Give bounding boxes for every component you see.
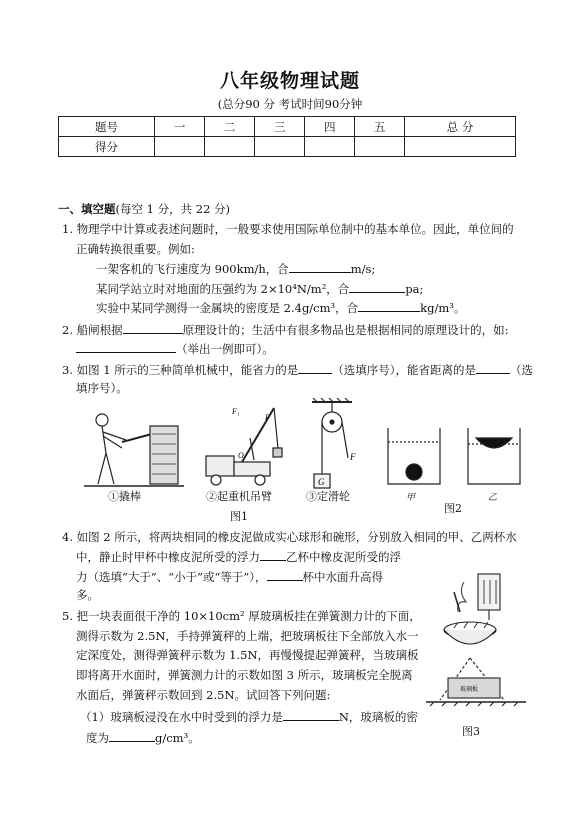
score-header-cell: 二 bbox=[205, 117, 255, 137]
q5-sub2 bbox=[86, 728, 200, 747]
answer-blank[interactable] bbox=[476, 360, 510, 374]
q3-text-a: 3. 如图 1 所示的三种简单机械中，能省力的是 bbox=[62, 363, 299, 377]
score-cell[interactable] bbox=[255, 137, 305, 157]
exam-subtitle: (总分90 分 考试时间90分钟 bbox=[217, 97, 363, 111]
crane-force-label: F₁ bbox=[232, 407, 240, 416]
q5-line1: 5. 把一块表面很干净的 10×10cm² 厚玻璃板挂在弹簧测力计的下面， bbox=[62, 609, 421, 623]
crane-pivot-label: O bbox=[238, 451, 244, 460]
fig2-caption: 图2 bbox=[444, 502, 462, 515]
beaker-yi bbox=[468, 428, 520, 484]
glass-plate-label: 玻璃板 bbox=[460, 686, 479, 693]
q5-line2: 测得示数为 2.5N，手持弹簧秤的上端，把玻璃板往下全部放入水一 bbox=[76, 629, 419, 643]
q4-line1: 4. 如图 2 所示，将两块相同的橡皮泥做成实心球形和碗形，分别放入相同的甲、乙两杯水 bbox=[62, 530, 517, 544]
answer-blank[interactable] bbox=[298, 360, 332, 374]
answer-blank[interactable] bbox=[283, 707, 339, 721]
fig1-caption: 图1 bbox=[230, 510, 248, 523]
answer-blank[interactable] bbox=[123, 320, 183, 334]
q5-text-c: 度为 bbox=[86, 731, 109, 745]
q3-line1 bbox=[62, 360, 533, 379]
q1-item-c bbox=[96, 298, 465, 317]
fig3-caption: 图3 bbox=[462, 725, 480, 738]
q5-line4: 即将离开水面时，弹簧测力计的示数如图 3 所示，玻璃板完全脱离 bbox=[76, 668, 413, 682]
score-row-label: 得分 bbox=[59, 137, 155, 157]
q4-text-c: 力（选填“大于”、“小于”或“等于”）， bbox=[76, 570, 267, 584]
score-header-cell: 三 bbox=[255, 117, 305, 137]
q5-sub1 bbox=[80, 707, 418, 726]
score-header-cell: 四 bbox=[305, 117, 355, 137]
q5-text-b: N，玻璃板的密 bbox=[338, 710, 418, 724]
q4-text-d: 杯中水面升高得 bbox=[302, 570, 384, 584]
answer-blank[interactable] bbox=[267, 567, 303, 581]
q2-text-b: 原理设计的；生活中有很多物品也是根据相同的原理设计的，如: bbox=[182, 323, 509, 337]
fig2-label-jia: 甲 bbox=[406, 493, 416, 503]
answer-blank[interactable] bbox=[289, 259, 351, 273]
fig1-label-pulley: ③定滑轮 bbox=[306, 490, 350, 503]
score-header-cell: 一 bbox=[155, 117, 205, 137]
section-note: (每空 1 分，共 22 分) bbox=[115, 202, 231, 216]
q1-c-text: 实验中某同学测得一金属块的密度是 2.4g/cm³，合 bbox=[96, 301, 359, 315]
q2-text-c: （举出一例即可）。 bbox=[176, 342, 274, 356]
beaker-jia bbox=[388, 428, 440, 484]
spring-scale-illustration bbox=[444, 574, 500, 644]
q2-line2 bbox=[76, 339, 274, 358]
fig2-label-yi: 乙 bbox=[488, 493, 498, 503]
crane-force-label: F bbox=[265, 413, 270, 422]
q1-c-unit: kg/m³。 bbox=[420, 301, 466, 315]
q4-line3 bbox=[76, 567, 383, 586]
score-cell[interactable] bbox=[305, 137, 355, 157]
q1-line2: 正确转换很重要。例如: bbox=[76, 242, 195, 256]
q1-line1: 1. 物理学中计算或表述问题时，一般要求使用国际单位制中的基本单位。因此，单位间的 bbox=[62, 222, 514, 236]
section-title: 一、填空题 bbox=[58, 202, 116, 216]
crowbar-illustration bbox=[84, 414, 184, 486]
q4-line2 bbox=[76, 547, 401, 566]
q1-a-text: 一架客机的飞行速度为 900km/h，合 bbox=[96, 262, 289, 276]
q5-line5: 水面后，弹簧秤示数回到 2.5N。试回答下列问题: bbox=[76, 688, 331, 702]
score-table bbox=[58, 116, 516, 157]
exam-title: 八年级物理试题 bbox=[219, 70, 360, 92]
score-table-header-row bbox=[59, 117, 516, 137]
q1-b-text: 某同学站立时对地面的压强约为 2×10⁴N/m²，合 bbox=[96, 282, 350, 296]
q3-line2: 填序号）。 bbox=[76, 381, 128, 395]
q5-text-a: （1）玻璃板浸没在水中时受到的浮力是 bbox=[80, 710, 283, 724]
pulley-load-label: G bbox=[318, 477, 325, 487]
q4-line4: 多。 bbox=[76, 588, 99, 602]
q4-text-a: 中，静止时甲杯中橡皮泥所受的浮力 bbox=[76, 550, 260, 564]
score-header-cell: 总 分 bbox=[405, 117, 516, 137]
answer-blank[interactable] bbox=[109, 728, 155, 742]
score-cell[interactable] bbox=[205, 137, 255, 157]
pulley-force-label: F bbox=[350, 452, 356, 462]
fig1-label-crane: ②起重机吊臂 bbox=[206, 490, 272, 503]
q1-b-unit: pa; bbox=[405, 282, 424, 296]
q3-text-b: （选填序号），能省距离的是 bbox=[332, 363, 477, 377]
crane-illustration bbox=[206, 408, 282, 485]
score-table-score-row bbox=[59, 137, 516, 157]
q1-a-unit: m/s; bbox=[350, 262, 376, 276]
q1-item-b bbox=[96, 279, 423, 298]
score-header-cell: 五 bbox=[355, 117, 405, 137]
score-cell[interactable] bbox=[155, 137, 205, 157]
answer-blank[interactable] bbox=[260, 547, 286, 561]
q4-text-b: 乙杯中橡皮泥所受的浮 bbox=[286, 550, 401, 564]
figure-3 bbox=[424, 572, 528, 714]
answer-blank[interactable] bbox=[76, 339, 176, 353]
fig1-label-crowbar: ①撬棒 bbox=[108, 490, 141, 503]
section-heading bbox=[58, 200, 230, 218]
pulley-illustration bbox=[312, 398, 352, 488]
q5-text-d: g/cm³。 bbox=[155, 731, 200, 745]
score-cell[interactable] bbox=[355, 137, 405, 157]
q3-text-c: （选 bbox=[510, 363, 534, 377]
score-cell[interactable] bbox=[405, 137, 516, 157]
q2-text-a: 2. 船闸根据 bbox=[62, 323, 123, 337]
q1-item-a bbox=[96, 259, 375, 278]
glass-plate-illustration bbox=[426, 658, 526, 706]
figure-2 bbox=[382, 424, 532, 490]
q2-line1 bbox=[62, 320, 509, 339]
answer-blank[interactable] bbox=[358, 298, 420, 312]
figure-1 bbox=[82, 398, 402, 502]
score-header-cell: 题号 bbox=[59, 117, 155, 137]
answer-blank[interactable] bbox=[349, 279, 405, 293]
q5-line3: 定深度处，测得弹簧秤示数为 1.5N，再慢慢提起弹簧秤，当玻璃板 bbox=[76, 648, 419, 662]
